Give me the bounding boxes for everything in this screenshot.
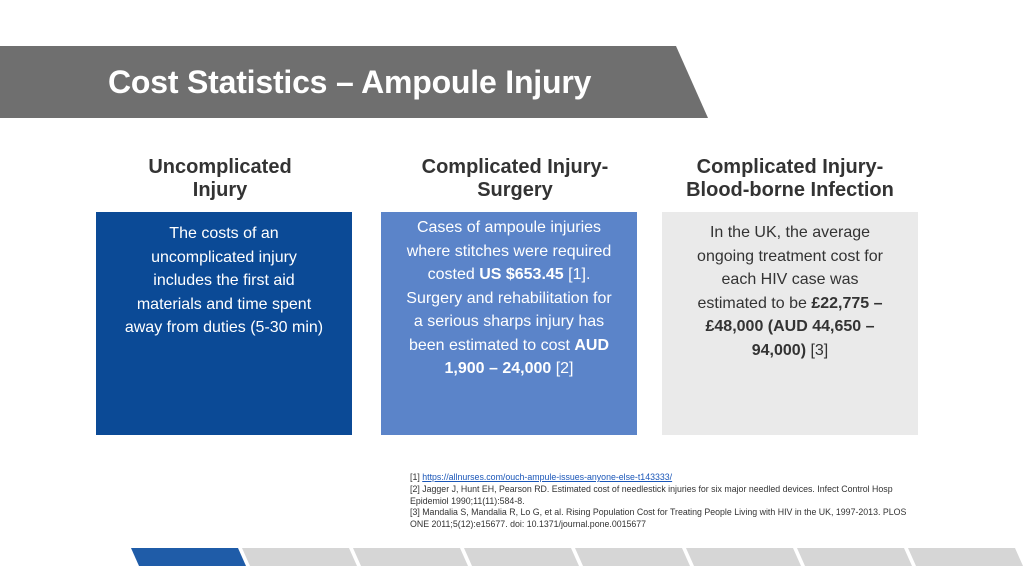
- card-text-line: includes the first aid: [153, 272, 295, 289]
- citation: [3]: [806, 341, 829, 359]
- card-text-line: The costs of an: [169, 225, 279, 242]
- text-run: been estimated to cost: [408, 336, 575, 354]
- card-text-line: Cases of ampoule injuries: [416, 219, 602, 236]
- reference-3: [3] Mandalia S, Mandalia R, Lo G, et al. Rising Population Cost for Treating People Living with HIV in the UK, 1997-2013. PLOS: [410, 507, 907, 518]
- column-heading-surgery: [386, 156, 644, 202]
- citation: [2]: [551, 360, 574, 377]
- card-text-line: [381, 334, 637, 358]
- references: [410, 472, 970, 531]
- reference-2: [2] Jagger J, Hunt EH, Pearson RD. Estimated cost of needlestick injuries for six major needled devices. Infect Control Hosp: [410, 483, 893, 494]
- cost-value: £22,775 –: [811, 294, 883, 312]
- slide-progress-bar: [131, 548, 1024, 566]
- reference-3-cont: ONE 2011;5(12):e15677. doi: 10.1371/journal.pone.0015677: [410, 519, 647, 530]
- card-text-line: [662, 315, 918, 339]
- progress-segment-6: [686, 548, 801, 566]
- citation: [1].: [563, 266, 591, 283]
- progress-segment-3: [353, 548, 468, 566]
- card-text-line: a serious sharps injury has: [413, 313, 605, 330]
- card-text-line: [662, 339, 918, 363]
- card-text-line: each HIV case was: [721, 271, 859, 288]
- card-text-line: where stitches were required: [406, 242, 612, 260]
- cost-value: 94,000): [751, 341, 807, 359]
- reference-number: [1]: [410, 472, 423, 482]
- card-uncomplicated: [96, 212, 352, 435]
- cost-value: 1,900 – 24,000: [444, 360, 552, 377]
- heading-line: Injury: [192, 179, 248, 201]
- card-bloodborne: [662, 212, 918, 435]
- reference-1: [410, 472, 970, 484]
- card-surgery: [381, 212, 637, 435]
- card-text-line: ongoing treatment cost for: [697, 247, 883, 265]
- column-heading-uncomplicated: [91, 156, 349, 202]
- card-text-line: Surgery and rehabilitation for: [406, 289, 612, 307]
- card-text-line: uncomplicated injury: [151, 248, 297, 266]
- card-text-line: [381, 357, 637, 381]
- reference-2-cont: Epidemiol 1990;11(11):584-8.: [410, 495, 525, 506]
- reference-link[interactable]: https://allnurses.com/ouch-ampule-issues-anyone-else-t143333/: [422, 472, 673, 482]
- heading-line: Surgery: [477, 179, 553, 201]
- progress-segment-5: [575, 548, 690, 566]
- text-run: estimated to be: [697, 294, 812, 312]
- cost-value: £48,000 (AUD 44,650 –: [705, 318, 875, 335]
- card-text-line: materials and time spent: [136, 295, 312, 313]
- slide-title: Cost Statistics – Ampoule Injury: [108, 64, 592, 100]
- progress-segment-8: [908, 548, 1023, 566]
- heading-line: Complicated Injury-: [696, 156, 884, 178]
- text-run: costed: [427, 266, 480, 283]
- card-text-line: [662, 292, 918, 316]
- card-text-line: [381, 263, 637, 287]
- card-text-line: In the UK, the average: [709, 224, 871, 241]
- progress-segment-1: [131, 548, 246, 566]
- progress-segment-2: [242, 548, 357, 566]
- cost-value: AUD: [574, 336, 610, 354]
- cost-value: US $653.45: [479, 266, 564, 283]
- column-heading-bloodborne: [661, 156, 919, 202]
- heading-line: Complicated Injury-: [421, 156, 609, 178]
- heading-line: Uncomplicated: [148, 156, 292, 178]
- card-text-line: away from duties (5-30 min): [124, 319, 324, 336]
- progress-segment-4: [464, 548, 579, 566]
- heading-line: Blood-borne Infection: [686, 179, 894, 201]
- progress-segment-7: [797, 548, 912, 566]
